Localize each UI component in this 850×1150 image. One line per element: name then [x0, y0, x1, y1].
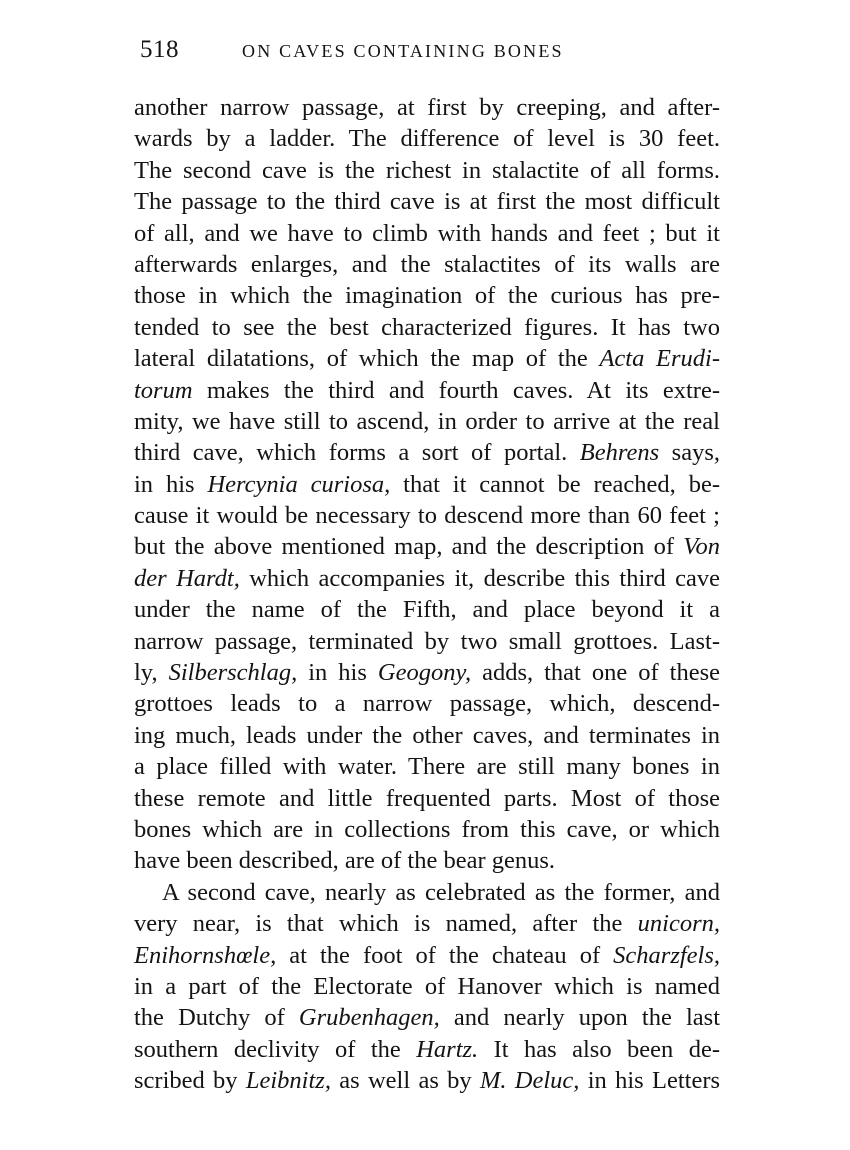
italic-text-segment: Leibnitz, [245, 1067, 331, 1095]
text-line [134, 626, 720, 657]
text-segment: ly, [134, 659, 169, 687]
text-line [134, 406, 720, 437]
text-line [134, 1065, 720, 1096]
text-segment: the Dutchy of [134, 1004, 299, 1032]
text-line [134, 783, 720, 814]
text-segment: third cave, which forms a sort of portal. [134, 439, 580, 467]
text-line [134, 280, 720, 311]
text-segment: another narrow passage, at first by creeping, and after- [134, 94, 720, 121]
text-line [134, 186, 720, 217]
text-segment: adds, that one of these [471, 659, 720, 687]
text-segment: bones which are in collections from this cave, or which [134, 815, 720, 843]
text-segment: have been described, are of the bear genus. [134, 847, 556, 875]
text-segment: those in which the imagination of the curious has pre- [134, 282, 720, 310]
text-line [134, 500, 720, 531]
text-segment: of all, and we have to climb with hands and feet ; but it [134, 219, 720, 247]
text-line [134, 123, 720, 154]
text-line [134, 92, 720, 123]
text-line [134, 720, 720, 751]
running-head: ON CAVES CONTAINING BONES [242, 41, 564, 61]
text-line [134, 218, 720, 249]
text-line [134, 657, 720, 688]
text-line [134, 814, 720, 845]
text-segment: tended to see the best characterized figures. It has two [134, 313, 720, 341]
italic-text-segment: Geogony, [377, 659, 472, 687]
text-line [134, 312, 720, 343]
body-text [134, 92, 720, 1097]
text-segment: in his [297, 659, 378, 687]
text-segment: which accompanies it, describe this third cave [239, 564, 720, 592]
italic-text-segment: torum [134, 376, 193, 404]
text-segment: says, [659, 439, 720, 467]
text-segment: in his Letters [579, 1067, 721, 1095]
italic-text-segment: Von [683, 533, 720, 561]
text-line [134, 751, 720, 782]
text-line [134, 1002, 720, 1033]
italic-text-segment: Acta Erudi- [599, 345, 720, 373]
text-line [134, 908, 720, 939]
italic-text-segment: Scharzfels, [613, 941, 720, 969]
text-segment: cause it would be necessary to descend more than 60 feet ; [134, 502, 720, 530]
text-line [134, 1034, 720, 1065]
text-segment: It has also been de- [478, 1035, 720, 1063]
text-segment: under the name of the Fifth, and place beyond it a [134, 596, 720, 624]
text-segment: these remote and little frequented parts. Most of those [134, 784, 720, 812]
text-segment: A second cave, nearly as celebrated as the former, and [162, 878, 720, 906]
text-line [134, 343, 720, 374]
text-segment: at the foot of the chateau of [276, 941, 614, 969]
page-header [134, 36, 724, 70]
text-segment: southern declivity of the [134, 1035, 417, 1063]
text-line [134, 375, 720, 406]
text-segment: in a part of the Electorate of Hanover which is named [134, 972, 720, 1000]
italic-text-segment: Grubenhagen, [298, 1004, 440, 1032]
italic-text-segment: M. Deluc, [479, 1067, 580, 1095]
text-line [134, 249, 720, 280]
italic-text-segment: der Hardt, [134, 564, 240, 592]
text-segment: but the above mentioned map, and the description of [134, 533, 684, 561]
text-line [134, 940, 720, 971]
text-segment: The passage to the third cave is at first the most difficult [134, 188, 720, 216]
text-segment: a place filled with water. There are still many bones in [134, 753, 720, 781]
text-segment: grottoes leads to a narrow passage, which, descend- [134, 690, 720, 718]
text-line [134, 688, 720, 719]
text-line [134, 531, 720, 562]
text-line [134, 469, 720, 500]
text-segment: ing much, leads under the other caves, and terminates in [134, 721, 720, 749]
italic-text-segment: Hartz. [416, 1035, 479, 1063]
italic-text-segment: Enihornshœle, [134, 941, 277, 969]
italic-text-segment: unicorn, [637, 910, 720, 938]
text-segment: afterwards enlarges, and the stalactites of its walls are [134, 250, 720, 278]
text-segment: as well as by [330, 1067, 480, 1095]
text-segment: makes the third and fourth caves. At its extre- [192, 376, 720, 404]
text-segment: that it cannot be reached, be- [390, 470, 720, 498]
text-line [134, 594, 720, 625]
italic-text-segment: Silberschlag, [168, 659, 298, 687]
text-segment: narrow passage, terminated by two small grottoes. Last- [134, 627, 720, 655]
text-segment: mity, we have still to ascend, in order to arrive at the real [134, 407, 720, 435]
text-line [134, 877, 720, 908]
italic-text-segment: Behrens [579, 439, 660, 467]
text-segment: in his [134, 470, 208, 498]
text-segment: scribed by [134, 1067, 246, 1095]
text-line [134, 563, 720, 594]
text-line [134, 845, 720, 876]
text-line [134, 971, 720, 1002]
text-segment: The second cave is the richest in stalactite of all forms. [134, 156, 720, 184]
text-line [134, 437, 720, 468]
text-line [134, 155, 720, 186]
text-segment: very near, is that which is named, after the [134, 910, 638, 938]
text-segment: wards by a ladder. The difference of level is 30 feet. [134, 125, 720, 153]
italic-text-segment: Hercynia curiosa, [207, 470, 391, 498]
text-segment: and nearly upon the last [439, 1004, 720, 1032]
text-segment: lateral dilatations, of which the map of the [134, 345, 600, 373]
page-number: 518 [140, 36, 179, 63]
